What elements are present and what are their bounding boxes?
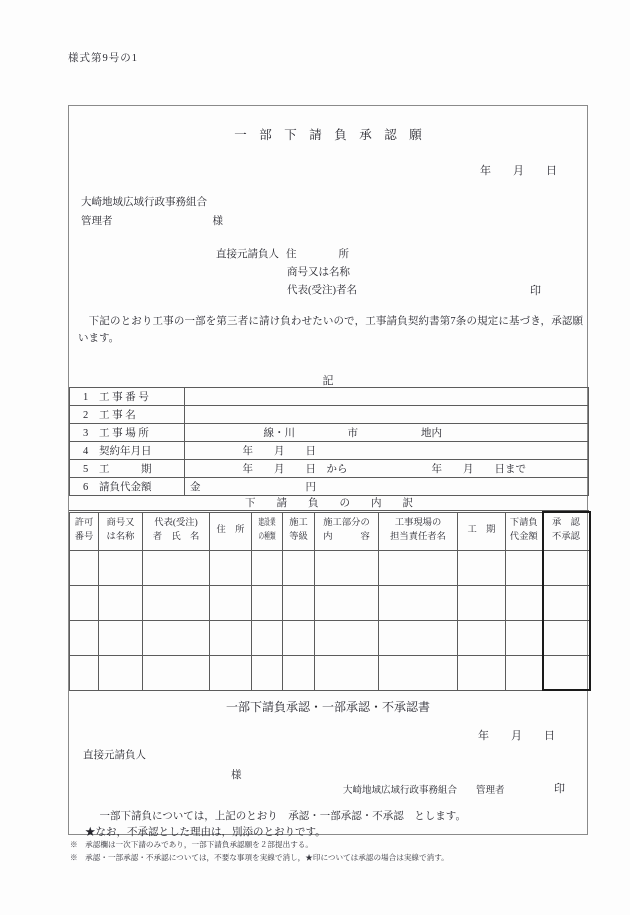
- approval-decision-text: 一部下請負については，上記のとおり 承認・一部承認・不承認 とします。: [89, 811, 466, 822]
- row-value: 年 月 日: [185, 442, 589, 460]
- row-number: 5: [83, 464, 89, 475]
- detail-header-row: [70, 512, 590, 550]
- row-number: 4: [83, 446, 89, 457]
- form-outer-border: [68, 105, 588, 838]
- approval-recipient-honorific: 様: [231, 770, 242, 781]
- detail-empty-row: [70, 655, 590, 690]
- applicant-label: 直接元請負人: [216, 249, 279, 260]
- row-value: 年 月 日 から 年 月 日まで: [185, 460, 589, 478]
- row-value: [185, 388, 589, 406]
- application-date-line: 年 月 日: [480, 165, 557, 177]
- row-label: 契約年月日: [99, 446, 152, 457]
- col-header-work-portion: 施工部分の 内 容: [315, 512, 379, 550]
- summary-table: [69, 387, 589, 496]
- approval-title: 一部下請負承認・一部承認・不承認書: [225, 700, 430, 714]
- summary-row-3: [70, 424, 589, 442]
- summary-row-2: [70, 406, 589, 424]
- row-label: 工 期: [99, 464, 152, 475]
- row-number: 3: [83, 428, 89, 439]
- seal-mark-applicant: 印: [530, 285, 541, 297]
- summary-row-4: [70, 442, 589, 460]
- form-number-label: 様式第9号の1: [68, 53, 138, 64]
- addressee-honorific: 様: [212, 216, 223, 227]
- col-header-permit-number: 許可 番号: [70, 512, 99, 550]
- approval-issuer: 大崎地域広域行政事務組合 管理者: [343, 786, 505, 796]
- col-header-business-type: 建設業 の種類: [252, 512, 283, 550]
- ki-marker: 記: [322, 375, 334, 387]
- footnote-1: ※ 承認欄は一次下請のみであり，一部下請負承認願を２部提出する。: [70, 840, 313, 849]
- col-header-grade: 施工 等級: [283, 512, 315, 550]
- applicant-line: [216, 246, 349, 261]
- row-number: 1: [83, 392, 89, 403]
- row-number: 6: [83, 482, 89, 493]
- address-label: 住 所: [286, 249, 349, 260]
- detail-table: [69, 511, 591, 691]
- col-header-trade-name: 商号又 は名称: [99, 512, 143, 550]
- trade-name-label: 商号又は名称: [287, 267, 350, 278]
- col-header-approval: 承 認 不承認: [543, 512, 590, 550]
- col-header-address: 住 所: [210, 512, 252, 550]
- summary-row-6: [70, 478, 589, 496]
- approval-date-line: 年 月 日: [478, 730, 555, 742]
- row-value: [185, 406, 589, 424]
- addressee-role: 管理者: [81, 216, 113, 227]
- approval-recipient-label: 直接元請負人: [83, 750, 146, 761]
- detail-empty-row: [70, 550, 590, 585]
- row-value: 金 円: [185, 478, 589, 496]
- representative-label: 代表(受注)者名: [287, 285, 357, 296]
- col-header-period: 工 期: [458, 512, 506, 550]
- summary-row-5: [70, 460, 589, 478]
- seal-mark-issuer: 印: [554, 783, 565, 795]
- row-label: 工 事 場 所: [99, 428, 149, 439]
- application-title: 一 部 下 請 負 承 認 願: [234, 128, 422, 142]
- footnote-2: ※ 承認・一部承認・不承認については，不要な事項を実線で消し，★印については承認の場合は実線で消す。: [70, 853, 449, 862]
- addressee-line: [81, 213, 223, 228]
- detail-empty-row: [70, 585, 590, 620]
- summary-row-1: [70, 388, 589, 406]
- detail-empty-row: [70, 620, 590, 655]
- approval-star-note: ★なお，不承認とした理由は，別添のとおりです。: [85, 827, 326, 838]
- row-label: 工 事 番 号: [99, 392, 149, 403]
- row-number: 2: [83, 410, 89, 421]
- col-header-site-manager: 工事現場の 担当責任者名: [379, 512, 458, 550]
- detail-table-banner: 下 請 負 の 内 訳: [69, 495, 589, 511]
- col-header-representative: 代表(受注) 者 氏 名: [143, 512, 210, 550]
- row-value: 線・川 市 地内: [185, 424, 589, 442]
- col-header-subcontract-amount: 下請負 代金額: [506, 512, 543, 550]
- row-label: 工 事 名: [99, 410, 136, 421]
- application-body-text: 下記のとおり工事の一部を第三者に請け負わせたいので，工事請負契約書第7条の規定に基づき，承認願います。: [78, 316, 583, 344]
- row-label: 請負代金額: [99, 482, 152, 493]
- addressee-organization: 大崎地域広域行政事務組合: [81, 197, 207, 208]
